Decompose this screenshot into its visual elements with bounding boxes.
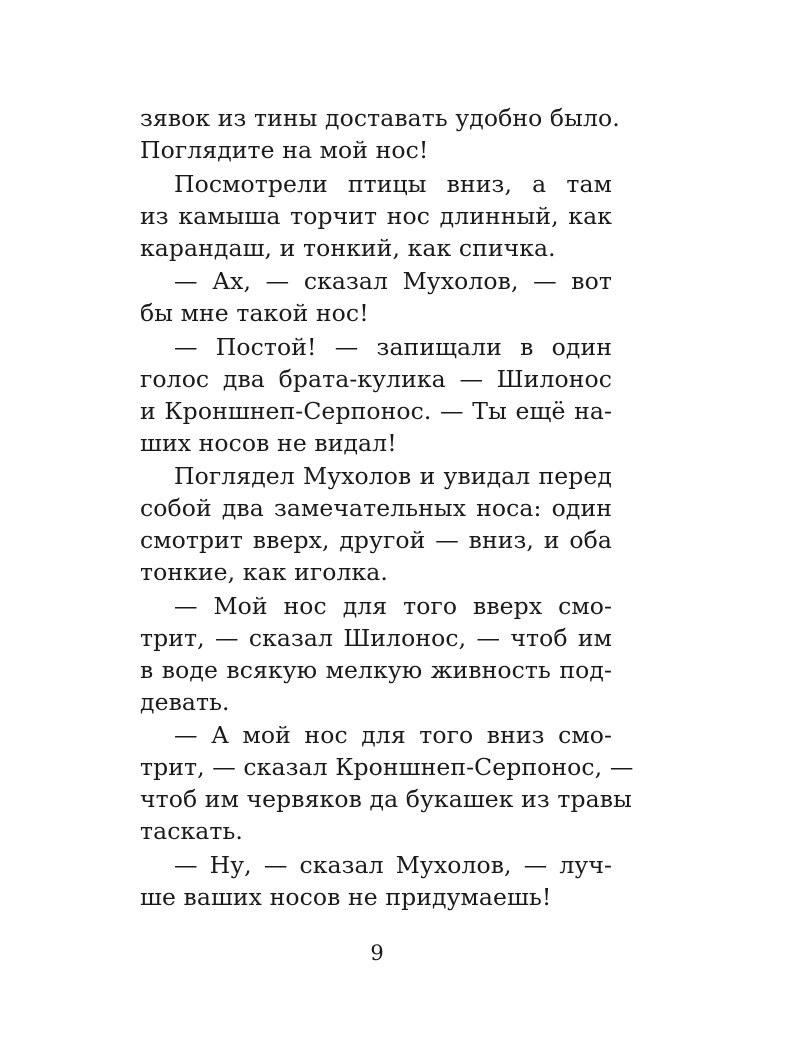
text-line: в воде всякую мелкую живность под-: [140, 655, 612, 684]
text-line: — Ну, — сказал Мухолов, — луч-: [174, 850, 612, 879]
text-line: бы мне такой нос!: [140, 299, 369, 327]
text-line: Поглядел Мухолов и увидал перед: [174, 462, 612, 490]
text-line: ших носов не видал!: [140, 428, 397, 457]
text-line: трит, — сказал Кроншнеп-Серпонос, —: [140, 753, 634, 781]
text-line: карандаш, и тонкий, как спичка.: [140, 233, 556, 262]
text-line: и Кроншнеп-Серпонос. — Ты ещё на-: [140, 396, 612, 425]
text-line: ше ваших носов не придумаешь!: [140, 882, 552, 911]
text-line: зявок из тины доставать удобно было.: [140, 104, 620, 132]
text-line: смотрит вверх, другой — вниз, и оба: [140, 526, 612, 554]
text-line: — Ах, — сказал Мухолов, — вот: [174, 267, 612, 295]
page-number: 9: [370, 941, 384, 965]
text-line: из камыша торчит нос длинный, как: [140, 201, 612, 230]
text-line: голос два брата-кулика — Шилонос: [140, 364, 612, 393]
text-line: тонкие, как иголка.: [140, 558, 388, 586]
text-line: таскать.: [140, 817, 243, 845]
text-line: — Постой! — запищали в один: [174, 332, 612, 361]
page-text: [140, 102, 634, 913]
text-line: Посмотрели птицы вниз, а там: [174, 169, 612, 198]
text-line: — А мой нос для того вниз смо-: [174, 721, 612, 749]
text-line: чтоб им червяков да букашек из травы: [140, 785, 632, 813]
text-line: собой два замечательных носа: один: [140, 494, 612, 522]
text-line: девать.: [140, 687, 230, 716]
text-line: Поглядите на мой нос!: [140, 136, 429, 164]
text-line: трит, — сказал Шилонос, — чтоб им: [140, 623, 612, 652]
text-line: — Мой нос для того вверх смо-: [174, 591, 612, 620]
